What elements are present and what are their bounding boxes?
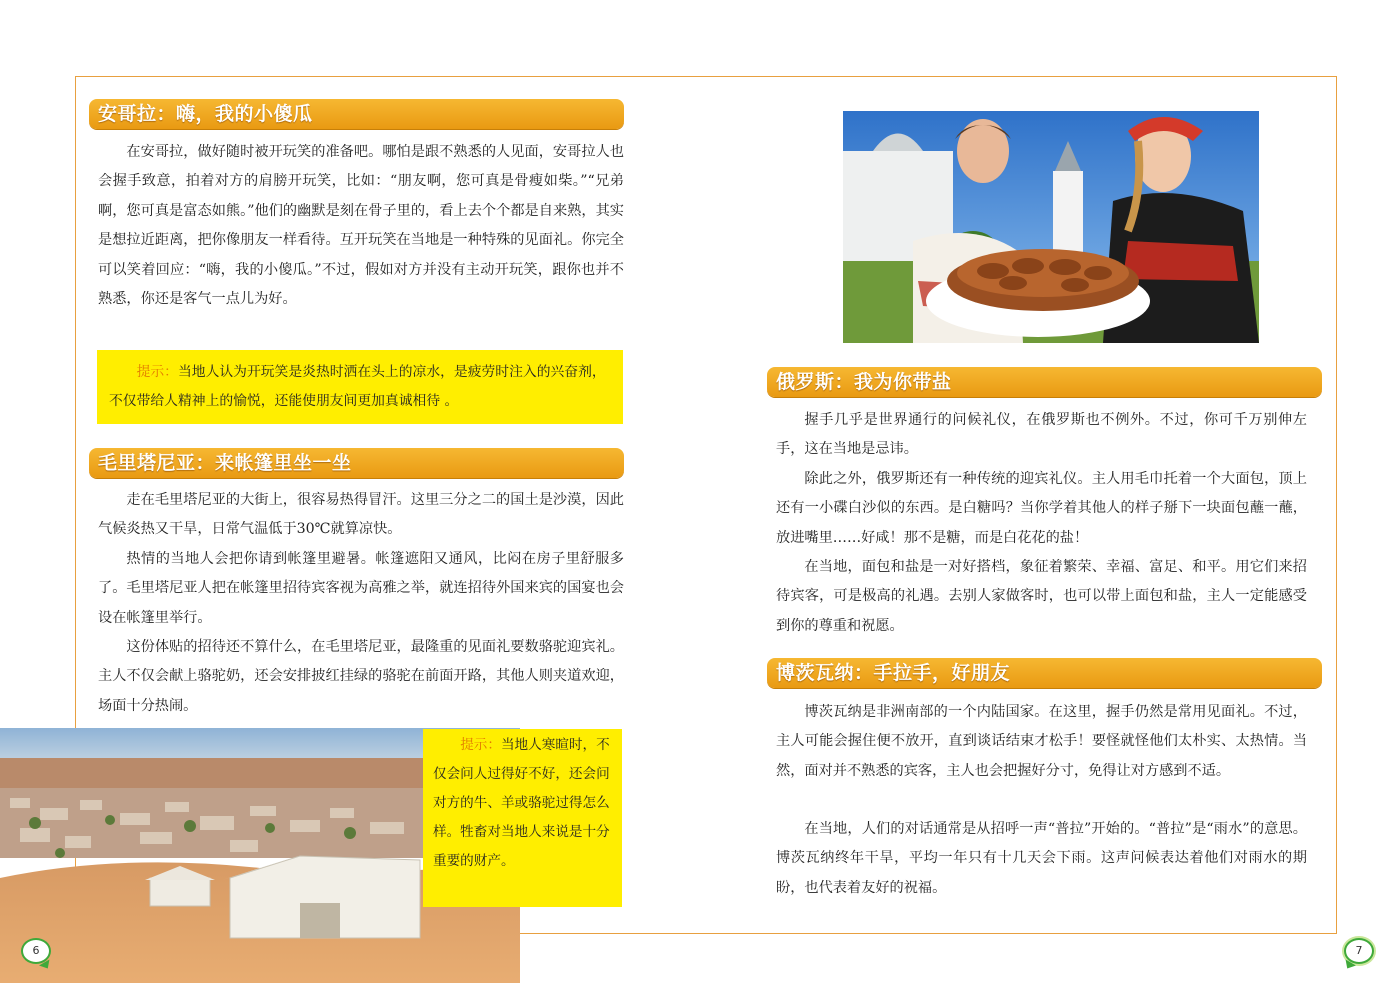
russian-bread-salt-photo <box>843 111 1259 343</box>
mauritania-paragraph-3: 这份体贴的招待还不算什么，在毛里塔尼亚，最隆重的见面礼要数骆驼迎宾礼。主人不仅会献上骆驼奶，还会安排披红挂绿的骆驼在前面开路，其他人则夹道欢迎，场面十分热闹。 <box>98 639 624 714</box>
page-number-left: 6 <box>21 938 51 964</box>
tip-label: 提示： <box>136 364 178 380</box>
section-heading-botswana: 博茨瓦纳：手拉手，好朋友 <box>767 658 1322 688</box>
angola-tip-box <box>97 350 623 424</box>
russia-paragraph-3: 在当地，面包和盐是一对好搭档，象征着繁荣、幸福、富足、和平。用它们来招待宾客，可是极高的礼遇。去别人家做客时，也可以带上面包和盐，主人一定能感受到你的尊重和祝愿。 <box>776 559 1307 634</box>
mauritania-tip-box <box>423 729 622 907</box>
tip-text: 当地人认为开玩笑是炎热时洒在头上的凉水，是疲劳时注入的兴奋剂，不仅带给人精神上的愉悦，还能使朋友间更加真诚相待 。 <box>109 364 606 409</box>
page-number-right: 7 <box>1344 938 1374 964</box>
botswana-paragraph-1: 博茨瓦纳是非洲南部的一个内陆国家。在这里，握手仍然是常用见面礼。不过，主人可能会握住便不放开，直到谈话结束才松手！要怪就怪他们太朴实、太热情。当然，面对并不熟悉的宾客，主人也会把握好分寸，免得让对方感到不适。 <box>776 704 1307 779</box>
section-heading-mauritania: 毛里塔尼亚：来帐篷里坐一坐 <box>89 448 624 478</box>
angola-paragraph: 在安哥拉，做好随时被开玩笑的准备吧。哪怕是跟不熟悉的人见面，安哥拉人也会握手致意，拍着对方的肩膀开玩笑，比如：“朋友啊，您可真是骨瘦如柴。”“兄弟啊，您可真是富态如熊。”他们的幽默是刻在骨子里的，看上去个个都是自来熟，其实是想拉近距离，把你像朋友一样看待。互开玩笑在当地是一种特殊的见面礼。你完全可以笑着回应：“嗨，我的小傻瓜。”不过，假如对方并没有主动开玩笑，跟你也并不熟悉，你还是客气一点儿为好。 <box>98 144 624 308</box>
section-heading-angola: 安哥拉：嗨，我的小傻瓜 <box>89 99 624 129</box>
mauritania-paragraph-1: 走在毛里塔尼亚的大街上，很容易热得冒汗。这里三分之二的国土是沙漠，因此气候炎热又干旱，日常气温低于30℃就算凉快。 <box>98 492 624 538</box>
russia-paragraph-2: 除此之外，俄罗斯还有一种传统的迎宾礼仪。主人用毛巾托着一个大面包，顶上还有一小碟白沙似的东西。是白糖吗？当你学着其他人的样子掰下一块面包蘸一蘸，放进嘴里……好咸！那不是糖，而是白花花的盐！ <box>776 471 1307 546</box>
botswana-paragraph-2: 在当地，人们的对话通常是从招呼一声“普拉”开始的。“普拉”是“雨水”的意思。博茨瓦纳终年干旱，平均一年只有十几天会下雨。这声问候表达着他们对雨水的期盼，也代表着友好的祝福。 <box>776 821 1307 896</box>
russia-paragraph-1: 握手几乎是世界通行的问候礼仪，在俄罗斯也不例外。不过，你可千万别伸左手，这在当地是忌讳。 <box>776 412 1307 458</box>
section-heading-russia: 俄罗斯：我为你带盐 <box>767 367 1322 397</box>
mauritania-paragraph-2: 热情的当地人会把你请到帐篷里避暑。帐篷遮阳又通风，比闷在房子里舒服多了。毛里塔尼亚人把在帐篷里招待宾客视为高雅之举，就连招待外国来宾的国宴也会设在帐篷里举行。 <box>98 551 624 626</box>
tip-label: 提示： <box>460 737 501 753</box>
tip-text: 当地人寒暄时，不仅会问人过得好不好，还会问对方的牛、羊或骆驼过得怎么样。牲畜对当地人来说是十分重要的财产。 <box>433 737 610 869</box>
